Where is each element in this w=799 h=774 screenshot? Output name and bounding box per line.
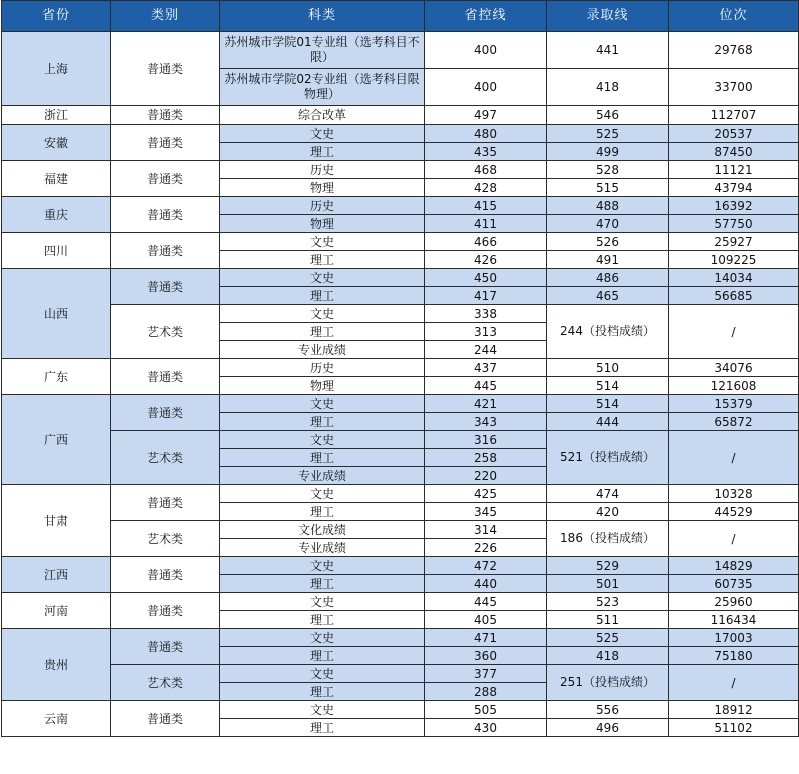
subject-cell: 物理 [220,215,425,233]
subject-cell: 理工 [220,647,425,665]
subject-cell: 专业成绩 [220,539,425,557]
table-row [2,106,799,125]
admission-line-cell: 486 [547,269,669,287]
table-header-row [2,1,799,32]
admission-line-cell: 514 [547,377,669,395]
rank-cell: 75180 [669,647,799,665]
category-cell: 普通类 [111,485,220,521]
control-line-cell: 314 [425,521,547,539]
rank-cell: 18912 [669,701,799,719]
rank-cell: 15379 [669,395,799,413]
admission-line-cell: 556 [547,701,669,719]
control-line-cell: 428 [425,179,547,197]
admission-line-cell: 474 [547,485,669,503]
province-cell: 甘肃 [2,485,111,557]
rank-cell: 34076 [669,359,799,377]
admission-line-cell: 526 [547,233,669,251]
subject-cell: 理工 [220,611,425,629]
header-province: 省份 [2,1,111,32]
category-cell: 普通类 [111,197,220,233]
control-line-cell: 377 [425,665,547,683]
rank-cell: 11121 [669,161,799,179]
table-row [2,593,799,611]
category-cell: 普通类 [111,269,220,305]
control-line-cell: 411 [425,215,547,233]
category-cell: 普通类 [111,161,220,197]
rank-cell: 25927 [669,233,799,251]
admission-score-table [1,0,799,737]
table-row [2,125,799,143]
subject-cell: 历史 [220,359,425,377]
subject-cell: 专业成绩 [220,341,425,359]
subject-cell: 理工 [220,287,425,305]
province-cell: 江西 [2,557,111,593]
rank-cell: 109225 [669,251,799,269]
control-line-cell: 425 [425,485,547,503]
subject-cell: 文史 [220,395,425,413]
province-cell: 安徽 [2,125,111,161]
admission-line-cell: 501 [547,575,669,593]
category-cell: 普通类 [111,233,220,269]
control-line-cell: 417 [425,287,547,305]
control-line-cell: 480 [425,125,547,143]
control-line-cell: 316 [425,431,547,449]
control-line-cell: 435 [425,143,547,161]
table-row [2,665,799,683]
category-cell: 普通类 [111,359,220,395]
admission-line-cell: 521（投档成绩） [547,431,669,485]
control-line-cell: 288 [425,683,547,701]
control-line-cell: 445 [425,593,547,611]
rank-cell: 57750 [669,215,799,233]
subject-cell: 文史 [220,485,425,503]
admission-line-cell: 418 [547,69,669,106]
subject-cell: 物理 [220,179,425,197]
subject-cell: 文史 [220,269,425,287]
table-row [2,197,799,215]
control-line-cell: 220 [425,467,547,485]
admission-line-cell: 470 [547,215,669,233]
control-line-cell: 258 [425,449,547,467]
admission-line-cell: 525 [547,125,669,143]
rank-cell: 116434 [669,611,799,629]
category-cell: 普通类 [111,395,220,431]
rank-cell: 17003 [669,629,799,647]
subject-cell: 理工 [220,143,425,161]
admission-line-cell: 244（投档成绩） [547,305,669,359]
rank-cell: / [669,305,799,359]
control-line-cell: 415 [425,197,547,215]
control-line-cell: 426 [425,251,547,269]
category-cell: 普通类 [111,32,220,106]
rank-cell: 44529 [669,503,799,521]
header-subject: 科类 [220,1,425,32]
province-cell: 云南 [2,701,111,737]
control-line-cell: 472 [425,557,547,575]
admission-line-cell: 251（投档成绩） [547,665,669,701]
table-row [2,629,799,647]
rank-cell: / [669,665,799,701]
table-row [2,557,799,575]
admission-line-cell: 523 [547,593,669,611]
control-line-cell: 345 [425,503,547,521]
subject-cell: 理工 [220,449,425,467]
admission-line-cell: 488 [547,197,669,215]
rank-cell: / [669,431,799,485]
subject-cell: 文化成绩 [220,521,425,539]
subject-cell: 文史 [220,665,425,683]
table-row [2,395,799,413]
subject-cell: 苏州城市学院01专业组（选考科目不限） [220,32,425,69]
header-control-line: 省控线 [425,1,547,32]
table-row [2,485,799,503]
province-cell: 河南 [2,593,111,629]
subject-cell: 文史 [220,629,425,647]
control-line-cell: 471 [425,629,547,647]
admission-line-cell: 529 [547,557,669,575]
admission-line-cell: 465 [547,287,669,305]
control-line-cell: 343 [425,413,547,431]
control-line-cell: 437 [425,359,547,377]
subject-cell: 综合改革 [220,106,425,125]
control-line-cell: 360 [425,647,547,665]
category-cell: 普通类 [111,629,220,665]
admission-line-cell: 511 [547,611,669,629]
admission-line-cell: 515 [547,179,669,197]
rank-cell: 33700 [669,69,799,106]
province-cell: 福建 [2,161,111,197]
subject-cell: 文史 [220,593,425,611]
category-cell: 普通类 [111,701,220,737]
subject-cell: 文史 [220,305,425,323]
admission-line-cell: 491 [547,251,669,269]
rank-cell: 20537 [669,125,799,143]
subject-cell: 理工 [220,503,425,521]
rank-cell: 65872 [669,413,799,431]
admission-line-cell: 499 [547,143,669,161]
subject-cell: 文史 [220,557,425,575]
province-cell: 四川 [2,233,111,269]
subject-cell: 理工 [220,323,425,341]
admission-line-cell: 418 [547,647,669,665]
table-row [2,701,799,719]
category-cell: 艺术类 [111,431,220,485]
rank-cell: 25960 [669,593,799,611]
province-cell: 上海 [2,32,111,106]
header-category: 类别 [111,1,220,32]
category-cell: 艺术类 [111,665,220,701]
rank-cell: / [669,521,799,557]
admission-line-cell: 496 [547,719,669,737]
subject-cell: 历史 [220,161,425,179]
table-row [2,233,799,251]
control-line-cell: 400 [425,69,547,106]
category-cell: 普通类 [111,593,220,629]
admission-line-cell: 546 [547,106,669,125]
province-cell: 广东 [2,359,111,395]
subject-cell: 理工 [220,413,425,431]
subject-cell: 物理 [220,377,425,395]
category-cell: 普通类 [111,106,220,125]
category-cell: 艺术类 [111,521,220,557]
province-cell: 重庆 [2,197,111,233]
header-admission-line: 录取线 [547,1,669,32]
table-row [2,521,799,539]
province-cell: 贵州 [2,629,111,701]
rank-cell: 121608 [669,377,799,395]
control-line-cell: 450 [425,269,547,287]
subject-cell: 历史 [220,197,425,215]
rank-cell: 60735 [669,575,799,593]
subject-cell: 文史 [220,233,425,251]
province-cell: 浙江 [2,106,111,125]
table-row [2,305,799,323]
category-cell: 普通类 [111,125,220,161]
control-line-cell: 445 [425,377,547,395]
table-row [2,161,799,179]
province-cell: 广西 [2,395,111,485]
admission-line-cell: 444 [547,413,669,431]
admission-line-cell: 186（投档成绩） [547,521,669,557]
control-line-cell: 505 [425,701,547,719]
rank-cell: 10328 [669,485,799,503]
control-line-cell: 497 [425,106,547,125]
rank-cell: 43794 [669,179,799,197]
subject-cell: 理工 [220,719,425,737]
subject-cell: 理工 [220,683,425,701]
control-line-cell: 226 [425,539,547,557]
admission-line-cell: 514 [547,395,669,413]
rank-cell: 112707 [669,106,799,125]
rank-cell: 56685 [669,287,799,305]
category-cell: 普通类 [111,557,220,593]
control-line-cell: 440 [425,575,547,593]
admission-line-cell: 528 [547,161,669,179]
subject-cell: 文史 [220,701,425,719]
admission-line-cell: 525 [547,629,669,647]
rank-cell: 16392 [669,197,799,215]
control-line-cell: 338 [425,305,547,323]
table-row [2,359,799,377]
admission-line-cell: 510 [547,359,669,377]
rank-cell: 14829 [669,557,799,575]
rank-cell: 51102 [669,719,799,737]
control-line-cell: 466 [425,233,547,251]
control-line-cell: 430 [425,719,547,737]
control-line-cell: 400 [425,32,547,69]
table-row [2,32,799,69]
admission-line-cell: 420 [547,503,669,521]
rank-cell: 14034 [669,269,799,287]
control-line-cell: 244 [425,341,547,359]
subject-cell: 专业成绩 [220,467,425,485]
table-row [2,269,799,287]
subject-cell: 文史 [220,125,425,143]
subject-cell: 文史 [220,431,425,449]
control-line-cell: 421 [425,395,547,413]
subject-cell: 理工 [220,251,425,269]
control-line-cell: 405 [425,611,547,629]
province-cell: 山西 [2,269,111,359]
rank-cell: 87450 [669,143,799,161]
rank-cell: 29768 [669,32,799,69]
admission-line-cell: 441 [547,32,669,69]
control-line-cell: 313 [425,323,547,341]
subject-cell: 苏州城市学院02专业组（选考科目限物理） [220,69,425,106]
category-cell: 艺术类 [111,305,220,359]
control-line-cell: 468 [425,161,547,179]
table-row [2,431,799,449]
subject-cell: 理工 [220,575,425,593]
header-rank: 位次 [669,1,799,32]
